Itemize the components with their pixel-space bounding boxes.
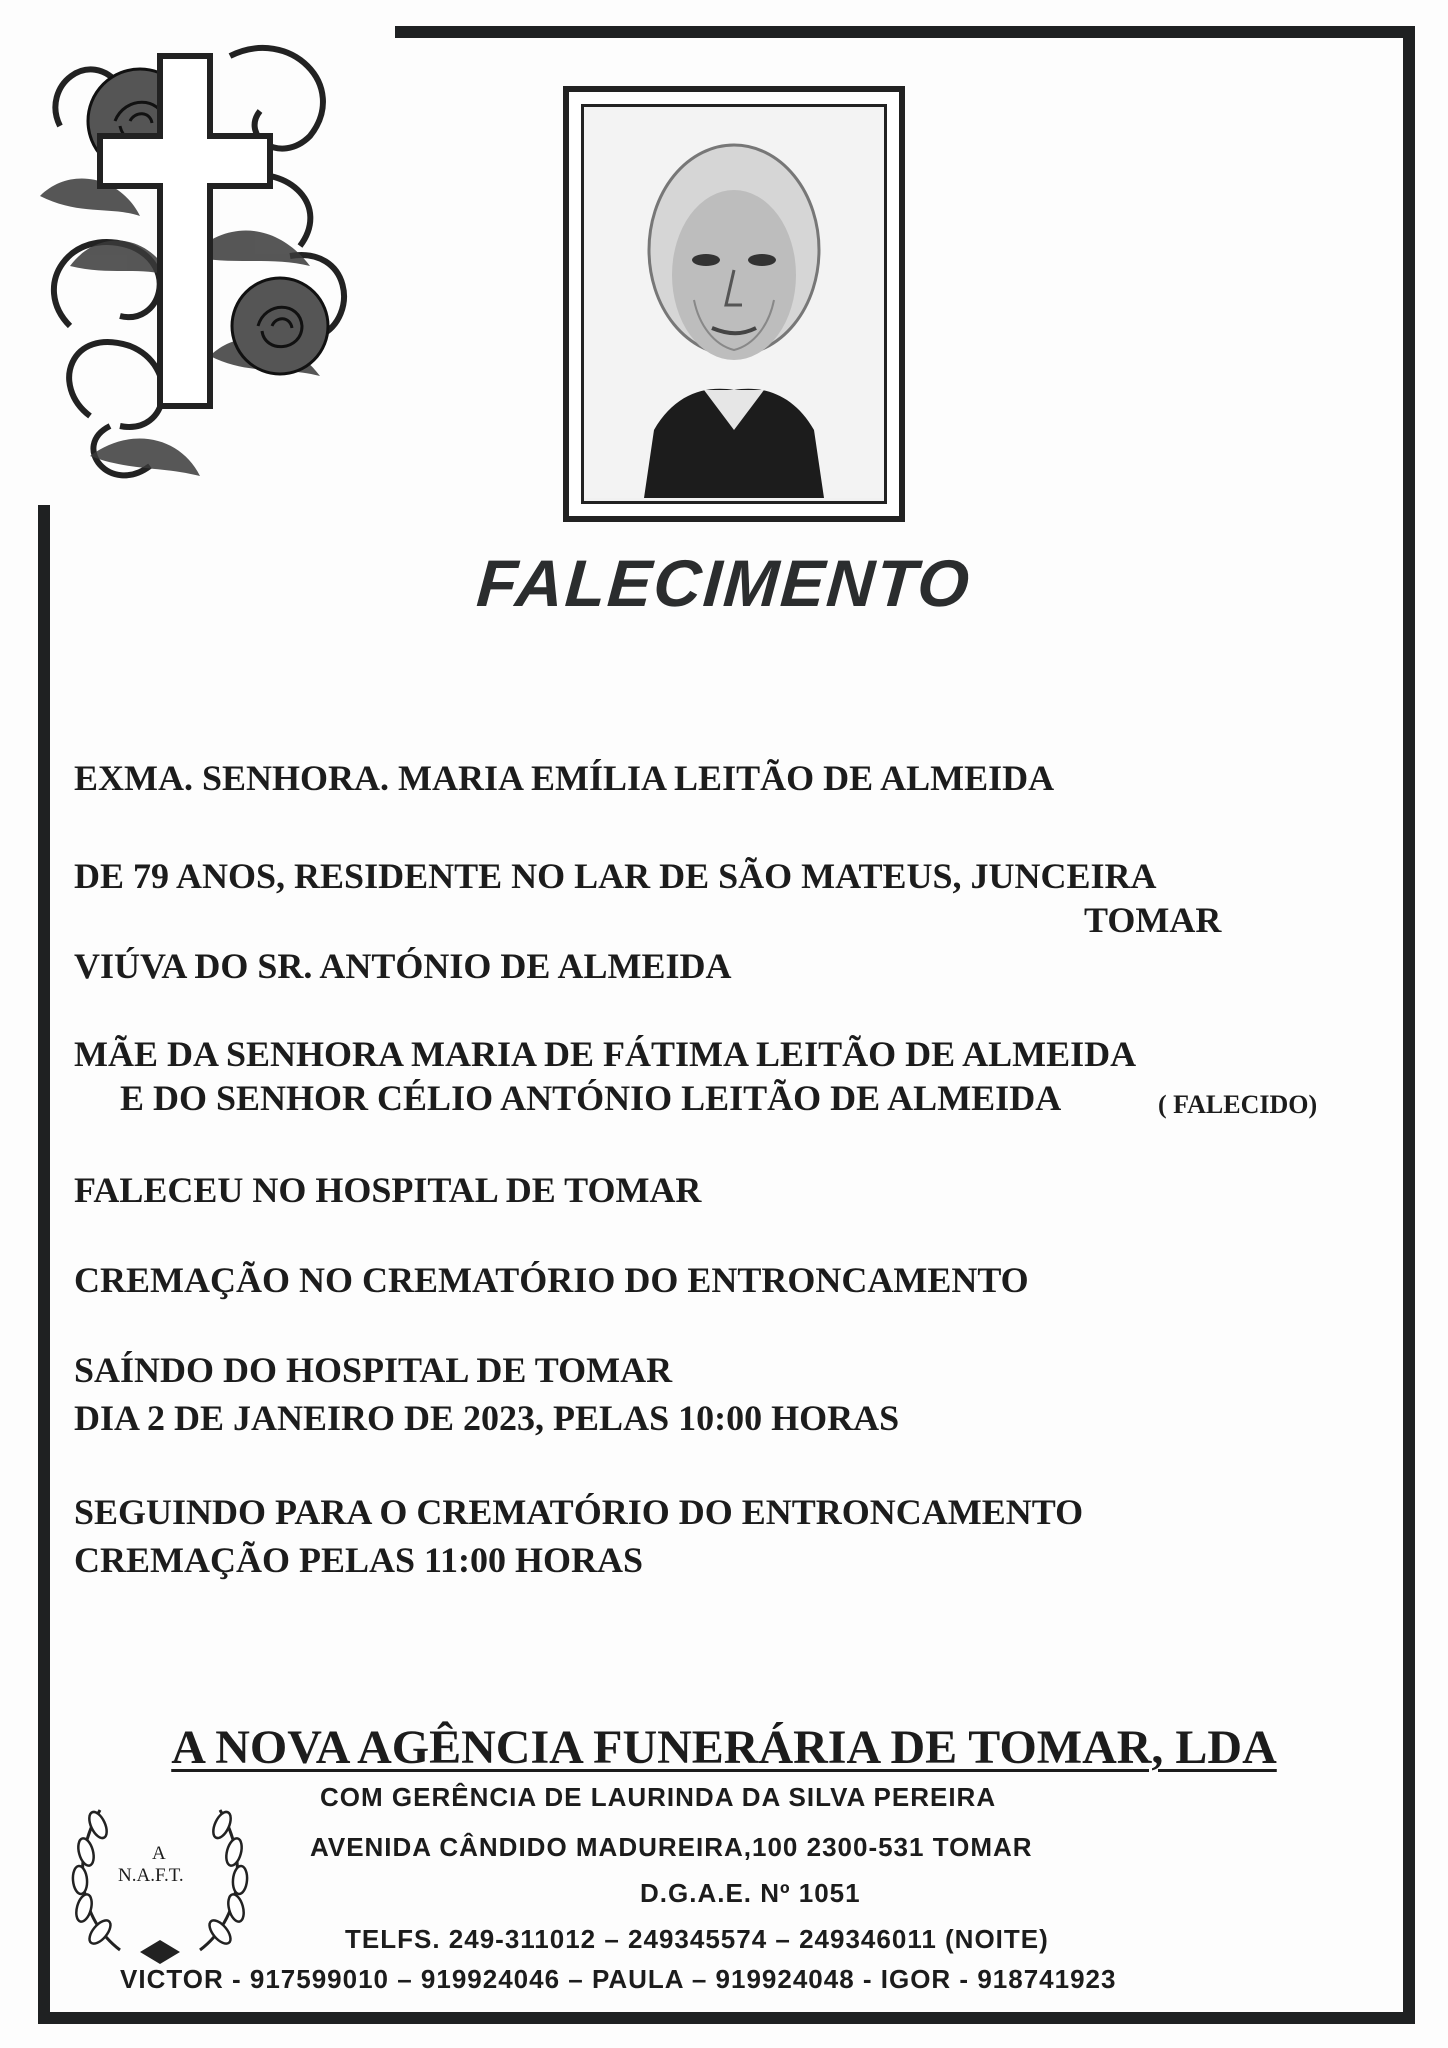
cremation-time-line: CREMAÇÃO PELAS 11:00 HORAS	[74, 1540, 644, 1580]
contact-numbers: VICTOR - 917599010 – 919924046 – PAULA – 919924048 - IGOR - 918741923	[120, 1964, 1117, 1994]
portrait-frame	[563, 86, 905, 522]
management-line: COM GERÊNCIA DE LAURINDA DA SILVA PEREIRA	[320, 1782, 997, 1812]
son-deceased-note: ( FALECIDO)	[1158, 1090, 1318, 1119]
dgae-number: D.G.A.E. Nº 1051	[640, 1878, 861, 1908]
deceased-name-line: EXMA. SENHORA. MARIA EMÍLIA LEITÃO DE ALMEIDA	[74, 758, 1055, 798]
emblem-initials: N.A.F.T.	[118, 1865, 184, 1886]
departure-line: SAÍNDO DO HOSPITAL DE TOMAR	[74, 1350, 673, 1390]
procession-line: SEGUINDO PARA O CREMATÓRIO DO ENTRONCAMENTO	[74, 1492, 1084, 1532]
frame-left-bar	[38, 505, 50, 2024]
son-line: E DO SENHOR CÉLIO ANTÓNIO LEITÃO DE ALMEIDA	[120, 1078, 1062, 1118]
cross-roses-ornament-icon	[30, 26, 370, 496]
death-place-line: FALECEU NO HOSPITAL DE TOMAR	[74, 1170, 702, 1210]
widow-line: VIÚVA DO SR. ANTÓNIO DE ALMEIDA	[74, 946, 732, 986]
daughter-line: MÃE DA SENHORA MARIA DE FÁTIMA LEITÃO DE ALMEIDA	[74, 1034, 1137, 1074]
frame-bottom-bar	[38, 2012, 1415, 2024]
phone-numbers: TELFS. 249-311012 – 249345574 – 249346011 (NOITE)	[345, 1924, 1049, 1954]
funeral-agency-name: A NOVA AGÊNCIA FUNERÁRIA DE TOMAR, LDA	[171, 1721, 1277, 1774]
frame-top-bar	[395, 26, 1415, 38]
portrait-photo	[581, 104, 887, 504]
page-title: FALECIMENTO	[474, 546, 974, 620]
address-line: AVENIDA CÂNDIDO MADUREIRA,100 2300-531 TOMAR	[310, 1832, 1033, 1862]
cremation-place-line: CREMAÇÃO NO CREMATÓRIO DO ENTRONCAMENTO	[74, 1260, 1029, 1300]
age-residence-line: DE 79 ANOS, RESIDENTE NO LAR DE SÃO MATEUS, JUNCEIRA	[74, 856, 1157, 896]
emblem-letter: A	[152, 1843, 166, 1864]
departure-date-line: DIA 2 DE JANEIRO DE 2023, PELAS 10:00 HORAS	[74, 1398, 900, 1438]
residence-town: TOMAR	[1084, 900, 1222, 940]
